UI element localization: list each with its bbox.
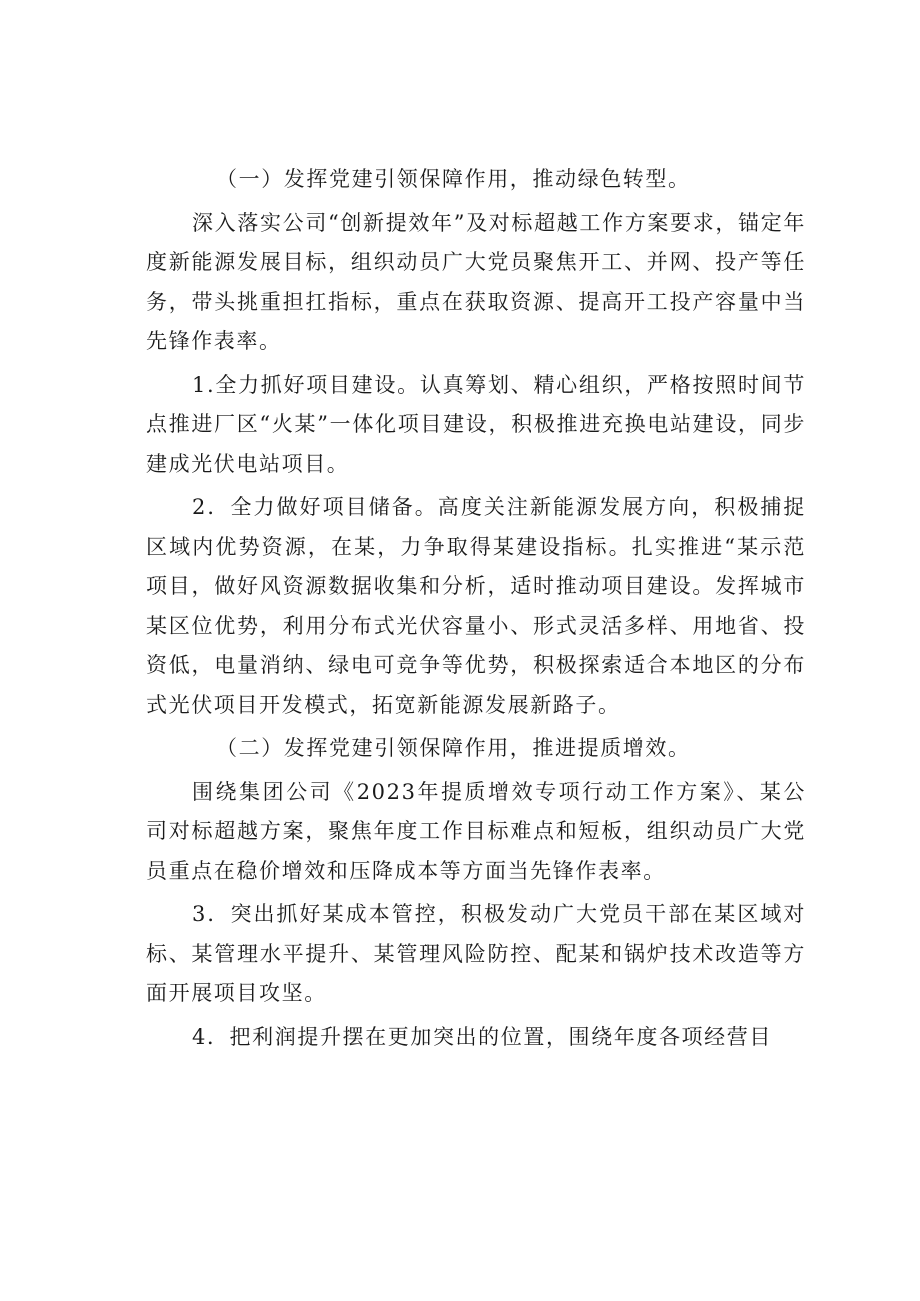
paragraph-intro-1: 深入落实公司“创新提效年”及对标超越工作方案要求，锚定年度新能源发展目标，组织动员广大党员聚焦开工、并网、投产等任务，带头挑重担扛指标，重点在获取资源、提高开工投产容量中当先锋作表率。 <box>146 210 806 353</box>
paragraph-intro-2: 围绕集团公司《2023年提质增效专项行动工作方案》、某公司对标超越方案，聚焦年度工作目标难点和短板，组织动员广大党员重点在稳价增效和压降成本等方面当先锋作表率。 <box>146 779 806 883</box>
paragraph-item-1: 1.全力抓好项目建设。认真筹划、精心组织，严格按照时间节点推进厂区“火某”一体化项目建设，积极推进充换电站建设，同步建成光伏电站项目。 <box>146 372 806 476</box>
paragraph-item-2: 2．全力做好项目储备。高度关注新能源发展方向，积极捕捉区域内优势资源，在某，力争取得某建设指标。扎实推进“某示范项目，做好风资源数据收集和分析，适时推动项目建设。发挥城市某区位优势，利用分布式光伏容量小、形式灵活多样、用地省、投资低，电量消纳、绿电可竞争等优势，积极探索适合本地区的分布式光伏项目开发模式，拓宽新能源发展新路子。 <box>146 495 806 717</box>
paragraph-item-3: 3．突出抓好某成本管控，积极发动广大党员干部在某区域对标、某管理水平提升、某管理风险防控、配某和锅炉技术改造等方面开展项目攻坚。 <box>146 902 806 1005</box>
document-body <box>146 160 806 1057</box>
section-heading-2: （二）发挥党建引领保障作用，推进提质增效。 <box>216 736 691 760</box>
paragraph-item-4: 4．把利润提升摆在更加突出的位置，围绕年度各项经营目 <box>192 1024 772 1049</box>
section-heading-1: （一）发挥党建引领保障作用，推动绿色转型。 <box>216 167 691 191</box>
